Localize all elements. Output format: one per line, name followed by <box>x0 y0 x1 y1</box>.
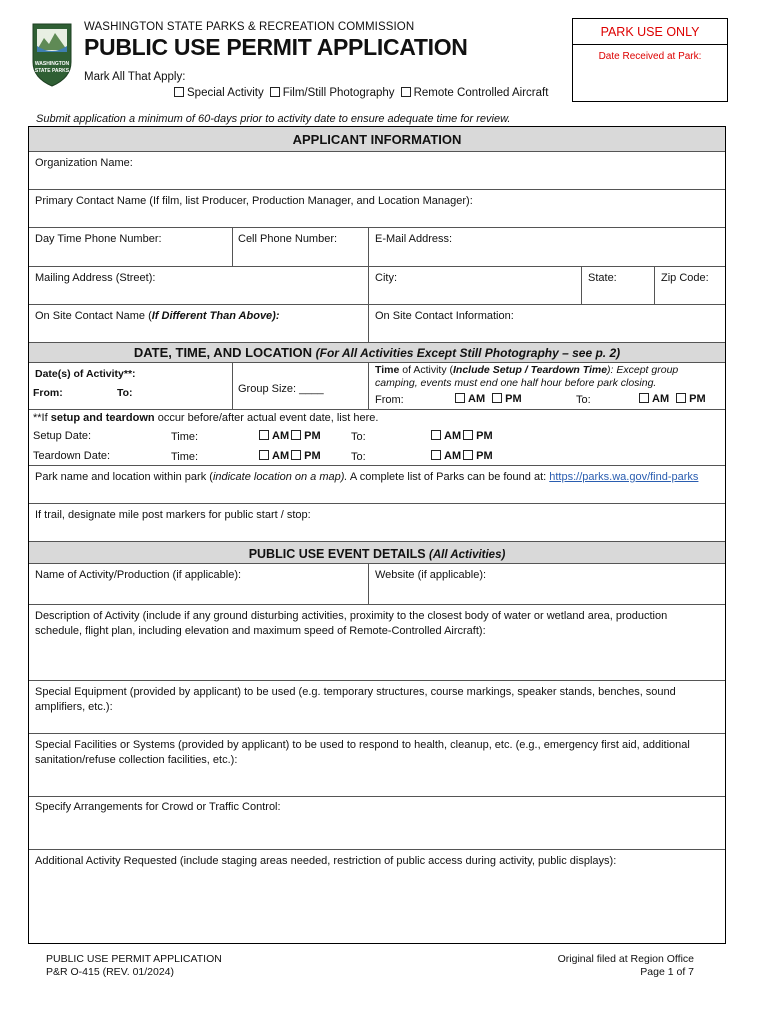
section-applicant-heading: APPLICANT INFORMATION <box>29 127 725 152</box>
time-from-ampm[interactable]: AM PM <box>455 393 522 405</box>
website-field[interactable] <box>368 564 725 604</box>
trail-label: If trail, designate mile post markers for public start / stop: <box>35 509 311 521</box>
footer-page-info <box>520 953 694 979</box>
footer-form-rev: P&R O-415 (REV. 01/2024) <box>46 966 175 978</box>
time-to-label: To: <box>576 394 591 406</box>
email-field[interactable] <box>368 228 725 266</box>
setup-from-ampm[interactable]: AM PM <box>259 430 321 442</box>
setup-teardown-row <box>29 410 725 466</box>
dates-row <box>29 363 725 410</box>
option-rc-aircraft[interactable]: Remote Controlled Aircraft <box>401 87 549 99</box>
city-label: City: <box>375 272 397 284</box>
zip-field[interactable] <box>654 267 726 304</box>
checkbox-icon[interactable] <box>270 87 280 97</box>
facilities-label: Special Facilities or Systems (provided by applicant) to be used to respond to health, cleanup, etc. (e.g., emergency first aid, additional sanitation/refuse collection facilities, etc.): <box>35 739 690 766</box>
org-name-label: Organization Name: <box>35 157 133 169</box>
onsite-contact-row <box>29 305 725 343</box>
equipment-label: Special Equipment (provided by applicant) to be used (e.g. temporary structures, course markings, speaker stands, benches, sound amplifiers, etc.): <box>35 686 676 713</box>
setup-time-label: Time: <box>171 431 199 443</box>
teardown-to-ampm[interactable]: AM PM <box>431 450 493 462</box>
setup-note: **If setup and teardown occur before/after actual event date, list here. <box>33 412 379 424</box>
checkbox-icon[interactable] <box>174 87 184 97</box>
page-title: PUBLIC USE PERMIT APPLICATION <box>84 34 468 60</box>
permit-type-options <box>174 87 554 99</box>
description-field[interactable] <box>29 605 725 681</box>
onsite-info-field[interactable] <box>368 305 725 342</box>
svg-text:WASHINGTON: WASHINGTON <box>34 61 70 67</box>
trail-field[interactable] <box>29 504 725 542</box>
additional-activity-label: Additional Activity Requested (include staging areas needed, restriction of public access during activity, public displays): <box>35 855 617 867</box>
activity-name-row <box>29 564 725 605</box>
cell-phone-label: Cell Phone Number: <box>238 233 338 245</box>
time-from-label: From: <box>375 394 404 406</box>
facilities-field[interactable] <box>29 734 725 797</box>
cell-phone-field[interactable] <box>232 228 372 266</box>
park-name-label: Park name and location within park (indicate location on a map). A complete list of Parks can be found at: https://parks.wa.gov/find-parks <box>35 471 699 483</box>
activity-name-label[interactable]: Name of Activity/Production (if applicable): <box>35 569 242 581</box>
date-from-label[interactable]: From: <box>33 387 63 399</box>
section-event-heading: PUBLIC USE EVENT DETAILS (All Activities) <box>29 542 725 564</box>
dates-label: Date(s) of Activity**: <box>35 368 136 380</box>
svg-text:STATE PARKS: STATE PARKS <box>34 68 70 74</box>
state-label: State: <box>588 272 617 284</box>
section-dtl-heading: DATE, TIME, AND LOCATION (For All Activities Except Still Photography – see p. 2) <box>29 343 725 363</box>
park-use-only-box <box>572 18 728 102</box>
address-row <box>29 267 725 305</box>
state-field[interactable] <box>581 267 655 304</box>
date-to-label[interactable]: To: <box>117 387 133 399</box>
mailing-address-label: Mailing Address (Street): <box>35 272 156 284</box>
crowd-control-label: Specify Arrangements for Crowd or Traffic Control: <box>35 801 281 813</box>
zip-label: Zip Code: <box>661 272 709 284</box>
day-phone-label: Day Time Phone Number: <box>35 233 162 245</box>
checkbox-icon[interactable] <box>401 87 411 97</box>
option-special-activity[interactable]: Special Activity <box>174 87 264 99</box>
mark-all-label: Mark All That Apply: <box>84 71 186 83</box>
group-size-field[interactable] <box>232 363 372 409</box>
org-name-field[interactable] <box>29 152 725 190</box>
email-label: E-Mail Address: <box>375 233 453 245</box>
primary-contact-field[interactable] <box>29 190 725 228</box>
time-of-activity-label: Time of Activity (Include Setup / Teardown Time): Except group camping, events must end one half hour before park closing. <box>375 364 679 389</box>
agency-name: WASHINGTON STATE PARKS & RECREATION COMMISSION <box>84 21 415 33</box>
permit-form <box>28 126 726 944</box>
park-use-only-title: PARK USE ONLY <box>573 19 727 45</box>
time-to-ampm[interactable]: AM PM <box>639 393 706 405</box>
footer-page-number: Page 1 of 7 <box>640 966 694 978</box>
teardown-from-ampm[interactable]: AM PM <box>259 450 321 462</box>
footer-form-id <box>46 953 222 979</box>
website-label: Website (if applicable): <box>375 569 487 581</box>
submit-note: Submit application a minimum of 60-days prior to activity date to ensure adequate time for review. <box>36 113 511 125</box>
description-label: Description of Activity (include if any ground disturbing activities, proximity to the closest body of water or wetland area, production schedule, flight plan, including elevation and maximum speed of Remote-Controlled Aircraft): <box>35 610 668 637</box>
primary-contact-label: Primary Contact Name (If film, list Producer, Production Manager, and Location Manager): <box>35 195 473 207</box>
park-name-field[interactable] <box>29 466 725 504</box>
setup-date-label[interactable]: Setup Date: <box>33 430 92 442</box>
find-parks-link[interactable]: https://parks.wa.gov/find-parks <box>549 471 699 483</box>
onsite-info-label: On Site Contact Information: <box>375 310 514 322</box>
equipment-field[interactable] <box>29 681 725 734</box>
crowd-control-field[interactable] <box>29 797 725 850</box>
city-field[interactable] <box>368 267 583 304</box>
teardown-time-label: Time: <box>171 451 199 463</box>
group-size-label: Group Size: ____ <box>238 383 324 395</box>
agency-logo <box>30 22 74 88</box>
setup-to-ampm[interactable]: AM PM <box>431 430 493 442</box>
date-received-label: Date Received at Park: <box>598 51 702 62</box>
setup-to-label: To: <box>351 431 366 443</box>
teardown-date-label[interactable]: Teardown Date: <box>33 450 111 462</box>
phone-email-row <box>29 228 725 267</box>
teardown-to-label: To: <box>351 451 366 463</box>
option-film-photography[interactable]: Film/Still Photography <box>270 87 395 99</box>
time-of-activity-field <box>368 363 725 409</box>
footer-form-name: PUBLIC USE PERMIT APPLICATION <box>46 953 222 965</box>
footer-filed-note: Original filed at Region Office <box>557 953 694 965</box>
additional-activity-field[interactable] <box>29 850 725 943</box>
onsite-contact-label: On Site Contact Name (If Different Than Above): <box>35 310 280 322</box>
